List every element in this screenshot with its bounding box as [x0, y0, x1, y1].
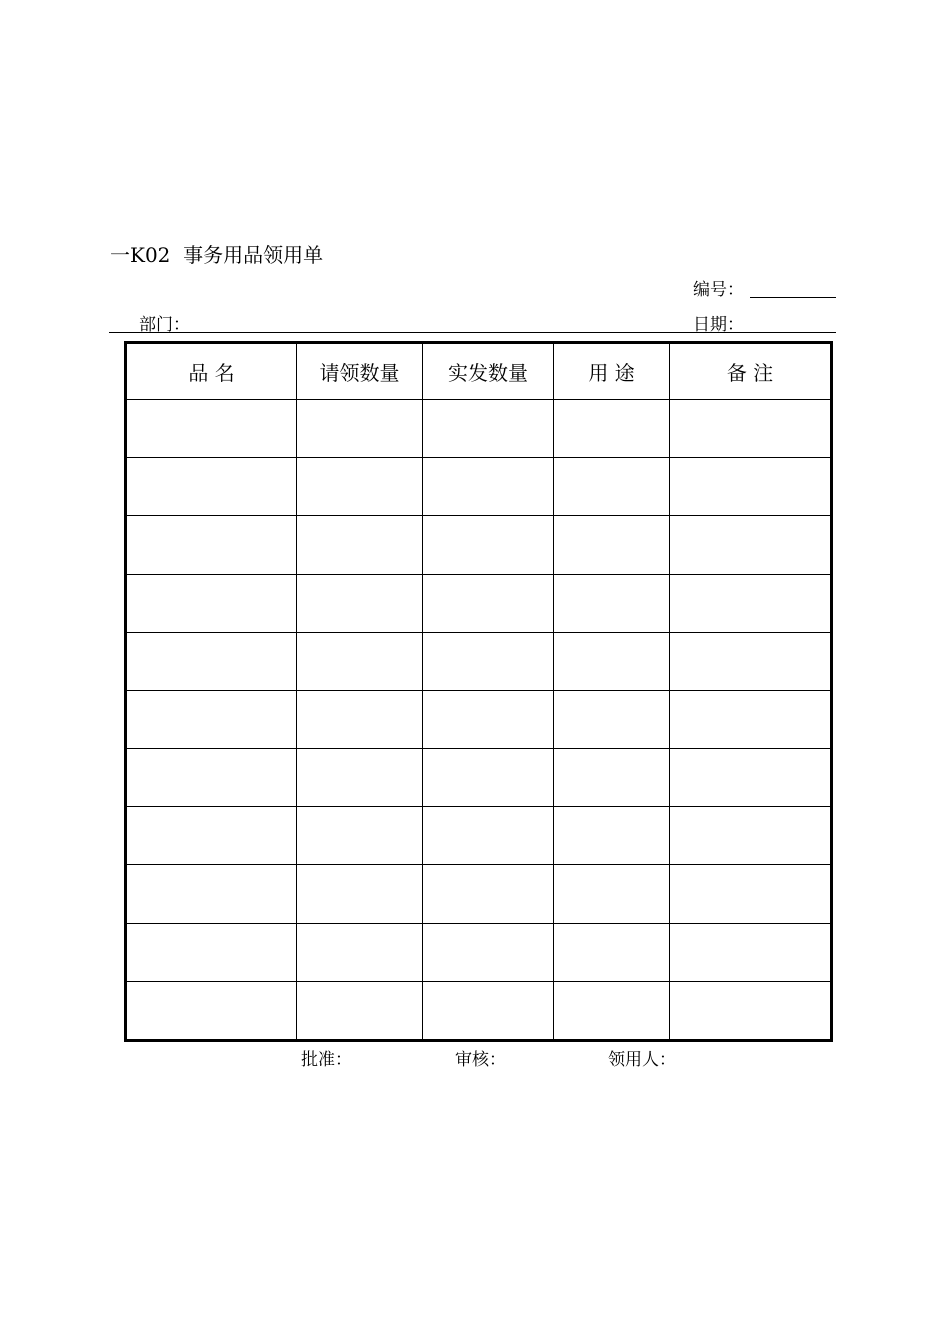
cell-remarks[interactable]: [670, 981, 832, 1040]
cell-issued-qty[interactable]: [423, 400, 554, 458]
cell-remarks[interactable]: [670, 749, 832, 807]
serial-number-label: 编号：: [693, 280, 744, 300]
cell-requested-qty[interactable]: [297, 400, 423, 458]
cell-issued-qty[interactable]: [423, 690, 554, 748]
table-row: [126, 807, 832, 865]
cell-remarks[interactable]: [670, 865, 832, 923]
cell-remarks[interactable]: [670, 632, 832, 690]
cell-item-name[interactable]: [126, 632, 297, 690]
cell-requested-qty[interactable]: [297, 690, 423, 748]
cell-item-name[interactable]: [126, 458, 297, 516]
table-row: [126, 749, 832, 807]
cell-issued-qty[interactable]: [423, 516, 554, 574]
cell-item-name[interactable]: [126, 690, 297, 748]
cell-requested-qty[interactable]: [297, 458, 423, 516]
table-header-row: [126, 343, 832, 400]
review-label: 审核：: [455, 1050, 506, 1070]
date-label: 日期：: [693, 315, 744, 335]
header-divider: [109, 332, 836, 333]
cell-item-name[interactable]: [126, 400, 297, 458]
table-row: [126, 690, 832, 748]
cell-item-name[interactable]: [126, 574, 297, 632]
cell-item-name[interactable]: [126, 807, 297, 865]
cell-purpose[interactable]: [554, 458, 670, 516]
cell-requested-qty[interactable]: [297, 981, 423, 1040]
cell-purpose[interactable]: [554, 923, 670, 981]
cell-item-name[interactable]: [126, 923, 297, 981]
cell-issued-qty[interactable]: [423, 865, 554, 923]
form-title: 一K02 事务用品领用单: [110, 243, 324, 267]
cell-item-name[interactable]: [126, 981, 297, 1040]
cell-purpose[interactable]: [554, 574, 670, 632]
requisition-table: [124, 341, 833, 1042]
cell-requested-qty[interactable]: [297, 923, 423, 981]
cell-purpose[interactable]: [554, 400, 670, 458]
cell-remarks[interactable]: [670, 400, 832, 458]
column-header-issued-qty: 实发数量: [423, 343, 554, 400]
column-header-remarks: 备 注: [670, 343, 832, 400]
column-header-item-name: 品 名: [126, 343, 297, 400]
table-row: [126, 865, 832, 923]
cell-purpose[interactable]: [554, 865, 670, 923]
table-row: [126, 923, 832, 981]
cell-purpose[interactable]: [554, 749, 670, 807]
cell-requested-qty[interactable]: [297, 865, 423, 923]
cell-purpose[interactable]: [554, 690, 670, 748]
cell-item-name[interactable]: [126, 749, 297, 807]
cell-requested-qty[interactable]: [297, 632, 423, 690]
cell-remarks[interactable]: [670, 923, 832, 981]
cell-remarks[interactable]: [670, 458, 832, 516]
cell-purpose[interactable]: [554, 632, 670, 690]
cell-purpose[interactable]: [554, 516, 670, 574]
table-row: [126, 981, 832, 1040]
cell-remarks[interactable]: [670, 807, 832, 865]
cell-issued-qty[interactable]: [423, 923, 554, 981]
cell-requested-qty[interactable]: [297, 807, 423, 865]
column-header-purpose: 用 途: [554, 343, 670, 400]
cell-requested-qty[interactable]: [297, 516, 423, 574]
cell-remarks[interactable]: [670, 516, 832, 574]
table-row: [126, 458, 832, 516]
column-header-requested-qty: 请领数量: [297, 343, 423, 400]
cell-issued-qty[interactable]: [423, 574, 554, 632]
cell-remarks[interactable]: [670, 574, 832, 632]
approve-label: 批准：: [301, 1050, 352, 1070]
table-row: [126, 400, 832, 458]
table-row: [126, 516, 832, 574]
cell-purpose[interactable]: [554, 807, 670, 865]
cell-remarks[interactable]: [670, 690, 832, 748]
serial-number-field[interactable]: [750, 297, 836, 298]
table-row: [126, 574, 832, 632]
cell-purpose[interactable]: [554, 981, 670, 1040]
cell-item-name[interactable]: [126, 865, 297, 923]
department-label: 部门：: [139, 315, 190, 335]
table-body: [126, 400, 832, 1041]
cell-requested-qty[interactable]: [297, 574, 423, 632]
cell-issued-qty[interactable]: [423, 458, 554, 516]
cell-issued-qty[interactable]: [423, 632, 554, 690]
receiver-label: 领用人：: [608, 1050, 676, 1070]
cell-issued-qty[interactable]: [423, 981, 554, 1040]
cell-issued-qty[interactable]: [423, 749, 554, 807]
table-row: [126, 632, 832, 690]
cell-requested-qty[interactable]: [297, 749, 423, 807]
cell-item-name[interactable]: [126, 516, 297, 574]
cell-issued-qty[interactable]: [423, 807, 554, 865]
